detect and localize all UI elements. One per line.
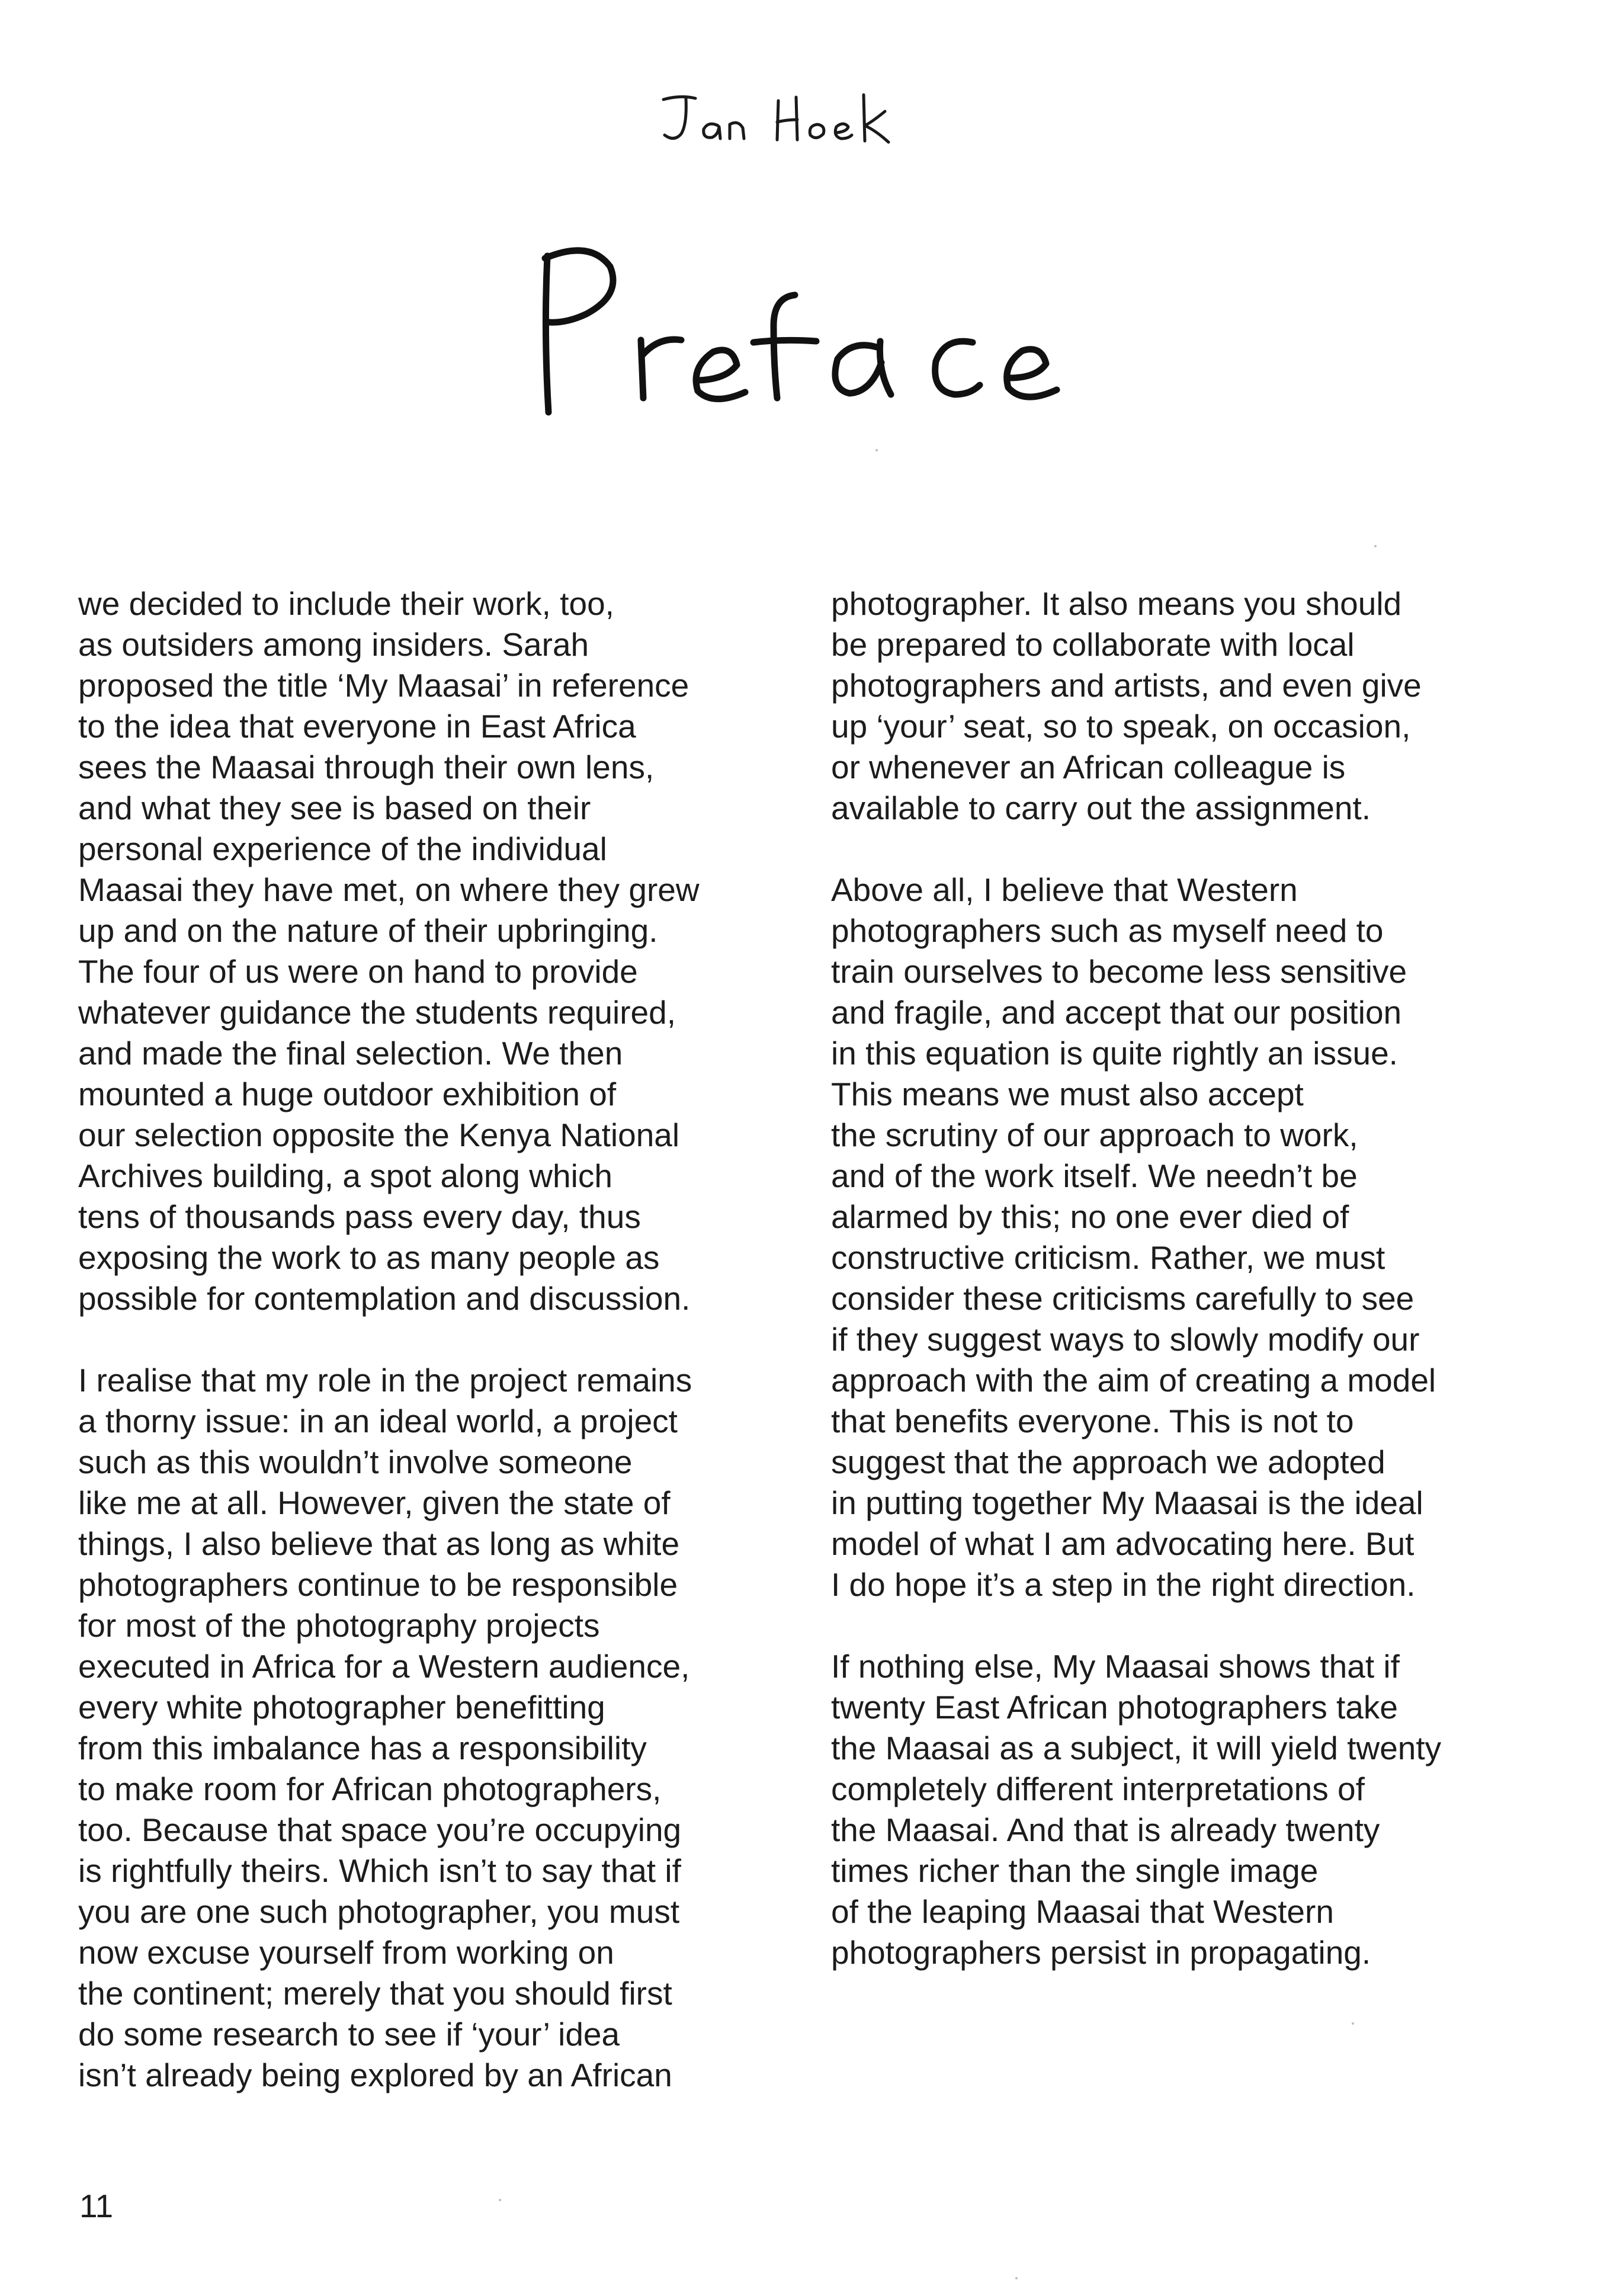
text-line: the scrutiny of our approach to work,	[831, 1117, 1358, 1153]
text-line: suggest that the approach we adopted	[831, 1444, 1385, 1480]
page-title-drawing	[509, 225, 1114, 438]
text-line: approach with the aim of creating a model	[831, 1362, 1436, 1399]
text-line: completely different interpretations of	[831, 1771, 1365, 1807]
text-line: I realise that my role in the project remains	[78, 1362, 692, 1399]
text-line: consider these criticisms carefully to see	[831, 1280, 1414, 1317]
text-line: be prepared to collaborate with local	[831, 626, 1355, 663]
text-line: and made the final selection. We then	[78, 1035, 623, 1072]
text-line: the Maasai as a subject, it will yield twenty	[831, 1730, 1442, 1766]
text-line: tens of thousands pass every day, thus	[78, 1198, 641, 1235]
text-line: in this equation is quite rightly an issue.	[831, 1035, 1398, 1072]
text-line: things, I also believe that as long as white	[78, 1525, 680, 1562]
text-line: to make room for African photographers,	[78, 1771, 662, 1807]
text-line: sees the Maasai through their own lens,	[78, 749, 655, 785]
text-line: isn’t already being explored by an African	[78, 2057, 672, 2093]
text-line: Above all, I believe that Western	[831, 871, 1298, 908]
text-line: I do hope it’s a step in the right direction.	[831, 1566, 1416, 1603]
right-paragraph-1	[831, 583, 1566, 829]
author-signature-text	[971, 77, 972, 78]
text-line: personal experience of the individual	[78, 830, 607, 867]
text-line: up ‘your’ seat, so to speak, on occasion,	[831, 708, 1411, 745]
text-line: The four of us were on hand to provide	[78, 953, 638, 990]
text-line: photographers and artists, and even give	[831, 667, 1422, 704]
text-line: too. Because that space you’re occupying	[78, 1811, 682, 1848]
text-line: If nothing else, My Maasai shows that if	[831, 1648, 1400, 1685]
text-line: available to carry out the assignment.	[831, 790, 1371, 826]
scan-speck	[1352, 2022, 1354, 2025]
author-signature	[652, 77, 971, 160]
text-line: and of the work itself. We needn’t be	[831, 1157, 1358, 1194]
text-line: such as this wouldn’t involve someone	[78, 1444, 633, 1480]
text-line: mounted a huge outdoor exhibition of	[78, 1076, 617, 1112]
text-line: proposed the title ‘My Maasai’ in reference	[78, 667, 689, 704]
page-number: 11	[79, 2188, 114, 2224]
text-line: photographers persist in propagating.	[831, 1934, 1371, 1971]
text-line: every white photographer benefitting	[78, 1689, 605, 1726]
text-line: times richer than the single image	[831, 1852, 1319, 1889]
text-line: train ourselves to become less sensitive	[831, 953, 1407, 990]
text-line: possible for contemplation and discussion.	[78, 1280, 691, 1317]
text-line: photographers continue to be responsible	[78, 1566, 678, 1603]
text-line: now excuse yourself from working on	[78, 1934, 614, 1971]
left-paragraph-2	[78, 1360, 810, 2096]
text-line: This means we must also accept	[831, 1076, 1304, 1112]
text-line: and fragile, and accept that our position	[831, 994, 1402, 1031]
scan-speck	[1374, 545, 1377, 547]
text-line: a thorny issue: in an ideal world, a project	[78, 1403, 678, 1439]
text-line: is rightfully theirs. Which isn’t to say that if	[78, 1852, 681, 1889]
text-line: or whenever an African colleague is	[831, 749, 1346, 785]
text-line: up and on the nature of their upbringing.	[78, 912, 658, 949]
text-line: our selection opposite the Kenya National	[78, 1117, 680, 1153]
page-title	[509, 225, 1114, 438]
text-line: from this imbalance has a responsibility	[78, 1730, 647, 1766]
right-paragraph-2	[831, 870, 1566, 1605]
text-line: model of what I am advocating here. But	[831, 1525, 1414, 1562]
text-line: you are one such photographer, you must	[78, 1893, 680, 1930]
text-line: executed in Africa for a Western audience,	[78, 1648, 690, 1685]
right-column	[831, 583, 1566, 2014]
text-line: the continent; merely that you should first	[78, 1975, 672, 2012]
text-line: the Maasai. And that is already twenty	[831, 1811, 1380, 1848]
text-line: we decided to include their work, too,	[78, 585, 614, 622]
text-line: Maasai they have met, on where they grew	[78, 871, 700, 908]
text-line: like me at all. However, given the state of	[78, 1484, 671, 1521]
text-line: twenty East African photographers take	[831, 1689, 1398, 1726]
text-line: of the leaping Maasai that Western	[831, 1893, 1334, 1930]
text-line: alarmed by this; no one ever died of	[831, 1198, 1349, 1235]
text-line: Archives building, a spot along which	[78, 1157, 612, 1194]
text-line: constructive criticism. Rather, we must	[831, 1239, 1385, 1276]
scan-speck	[499, 2199, 501, 2201]
text-line: if they suggest ways to slowly modify our	[831, 1321, 1420, 1358]
text-line: as outsiders among insiders. Sarah	[78, 626, 589, 663]
text-line: in putting together My Maasai is the ideal	[831, 1484, 1423, 1521]
scan-speck	[1015, 2277, 1018, 2279]
text-line: photographers such as myself need to	[831, 912, 1384, 949]
text-line: to the idea that everyone in East Africa	[78, 708, 636, 745]
left-column	[78, 583, 810, 2137]
scan-speck	[875, 449, 878, 451]
author-signature-drawing	[652, 77, 971, 160]
text-line: that benefits everyone. This is not to	[831, 1403, 1354, 1439]
left-paragraph-1	[78, 583, 810, 1319]
right-paragraph-3	[831, 1646, 1566, 1973]
text-line: and what they see is based on their	[78, 790, 591, 826]
text-line: whatever guidance the students required,	[78, 994, 676, 1031]
text-line: for most of the photography projects	[78, 1607, 600, 1644]
text-line: photographer. It also means you should	[831, 585, 1402, 622]
text-line: exposing the work to as many people as	[78, 1239, 660, 1276]
text-line: do some research to see if ‘your’ idea	[78, 2016, 620, 2053]
